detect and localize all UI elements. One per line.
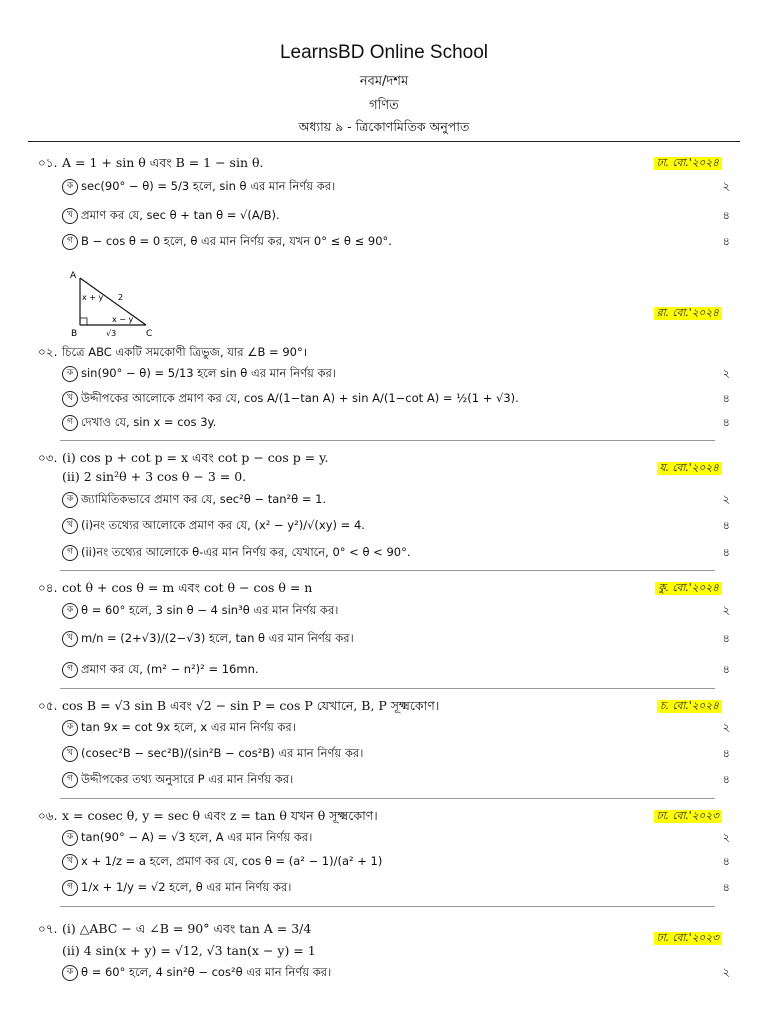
question-4-part-ga: গ প্রমাণ কর যে, (m² − n²)² = 16mn. ৪ (0, 659, 768, 679)
board-tag: ঢা. বো.'২০২৩ (654, 810, 722, 823)
question-1-part-ga: গ B − cos θ = 0 হলে, θ এর মান নির্ণয় কর, যখন 0° ≤ θ ≤ 90°. ৪ (0, 231, 768, 251)
question-5-stem: ০৫. cos B = √3 sin B এবং √2 − sin P = cos P যেখানে, B, P সূক্ষ্মকোণ। চ. বো.'২০২৪ (0, 696, 768, 716)
question-2-part-kha: খ উদ্দীপকের আলোকে প্রমাণ কর যে, cos A/(1−tan A) + sin A/(1−cot A) = ½(1 + √3). ৪ (0, 388, 768, 408)
question-4-stem: ০৪. cot θ + cos θ = m এবং cot θ − cos θ = n কু. বো.'২০২৪ (0, 578, 768, 598)
label-hyp: x − y (112, 315, 134, 324)
vertex-c: C (146, 329, 153, 339)
question-6-part-ka: ক tan(90° − A) = √3 হলে, A এর মান নির্ণয় কর। ২ (0, 827, 768, 847)
question-separator (60, 906, 715, 907)
question-separator (60, 440, 715, 441)
question-3-part-ga: গ (ii)নং তথ্যের আলোকে θ-এর মান নির্ণয় কর, যেখানে, 0° < θ < 90°. ৪ (0, 542, 768, 562)
class-label: নবম/দশম (359, 74, 409, 89)
chapter-label: অধ্যায় ৯ - ত্রিকোণমিতিক অনুপাত (298, 119, 470, 134)
label-ab: x + y (82, 293, 104, 302)
question-6-part-ga: গ 1/x + 1/y = √2 হলে, θ এর মান নির্ণয় কর। ৪ (0, 877, 768, 897)
question-separator (60, 798, 715, 799)
header-rule (28, 141, 740, 142)
question-5-part-ga: গ উদ্দীপকের তথ্য অনুসারে P এর মান নির্ণয় কর। ৪ (0, 769, 768, 789)
question-5-part-kha: খ (cosec²B − sec²B)/(sin²B − cos²B) এর মান নির্ণয় কর। ৪ (0, 743, 768, 763)
question-2-part-ga: গ দেখাও যে, sin x = cos 3y. ৪ (0, 412, 768, 432)
question-6-part-kha: খ x + 1/z = a হলে, প্রমাণ কর যে, cos θ = (a² − 1)/(a² + 1) ৪ (0, 851, 768, 871)
question-4-part-ka: ক θ = 60° হলে, 3 sin θ − 4 sin³θ এর মান নির্ণয় কর। ২ (0, 600, 768, 620)
label-bc: √3 (106, 329, 117, 338)
board-tag: য. বো.'২০২৪ (657, 462, 722, 475)
board-tag: রা. বো.'২০২৪ (654, 307, 722, 320)
question-7-stem-2: (ii) 4 sin(x + y) = √12, √3 tan(x − y) = 1 (62, 943, 316, 958)
board-tag: ঢা. বো.'২০২৪ (654, 157, 722, 170)
question-3-part-ka: ক জ্যামিতিকভাবে প্রমাণ কর যে, sec²θ − tan²θ = 1. ২ (0, 489, 768, 509)
label-ac: 2 (118, 293, 124, 302)
question-2-part-ka: ক sin(90° − θ) = 5/13 হলে sin θ এর মান নির্ণয় কর। ২ (0, 363, 768, 383)
vertex-b: B (71, 329, 78, 339)
question-separator (60, 570, 715, 571)
right-angle-mark (80, 318, 87, 325)
question-2-stem: ০২. চিত্রে ABC একটি সমকোণী ত্রিভুজ, যার ∠B = 90°। (38, 345, 308, 359)
question-1-part-ka: ক sec(90° − θ) = 5/3 হলে, sin θ এর মান নির্ণয় কর। ২ (0, 176, 768, 196)
question-3-stem-1: ০৩. (i) cos p + cot p = x এবং cot p − cos p = y. (38, 450, 329, 465)
triangle-figure (68, 270, 158, 340)
subject-label: গণিত (369, 98, 399, 113)
question-7-stem-1: ০৭. (i) △ABC − এ ∠B = 90° এবং tan A = 3/4 (38, 921, 312, 936)
question-1-part-kha: খ প্রমাণ কর যে, sec θ + tan θ = √(A/B). ৪ (0, 205, 768, 225)
question-6-stem: ০৬. x = cosec θ, y = sec θ এবং z = tan θ যখন θ সূক্ষ্মকোণ। ঢা. বো.'২০২৩ (0, 806, 768, 826)
question-5-part-ka: ক tan 9x = cot 9x হলে, x এর মান নির্ণয় কর। ২ (0, 717, 768, 737)
question-3-stem-2: (ii) 2 sin²θ + 3 cos θ − 3 = 0. (62, 469, 247, 484)
question-3-part-kha: খ (i)নং তথ্যের আলোকে প্রমাণ কর যে, (x² − y²)/√(xy) = 4. ৪ (0, 515, 768, 535)
school-title: LearnsBD Online School (279, 42, 489, 63)
question-1-stem: ০১. A = 1 + sin θ এবং B = 1 − sin θ. ঢা. বো.'২০২৪ (0, 153, 768, 173)
board-tag: ঢা. বো.'২০২৩ (654, 932, 722, 945)
board-tag: কু. বো.'২০২৪ (655, 582, 722, 595)
question-4-part-kha: খ m/n = (2+√3)/(2−√3) হলে, tan θ এর মান নির্ণয় কর। ৪ (0, 628, 768, 648)
vertex-a: A (70, 271, 77, 281)
question-separator (60, 688, 715, 689)
board-tag: চ. বো.'২০২৪ (657, 700, 722, 713)
question-7-part-ka: ক θ = 60° হলে, 4 sin²θ − cos²θ এর মান নির্ণয় কর। ২ (0, 962, 768, 982)
